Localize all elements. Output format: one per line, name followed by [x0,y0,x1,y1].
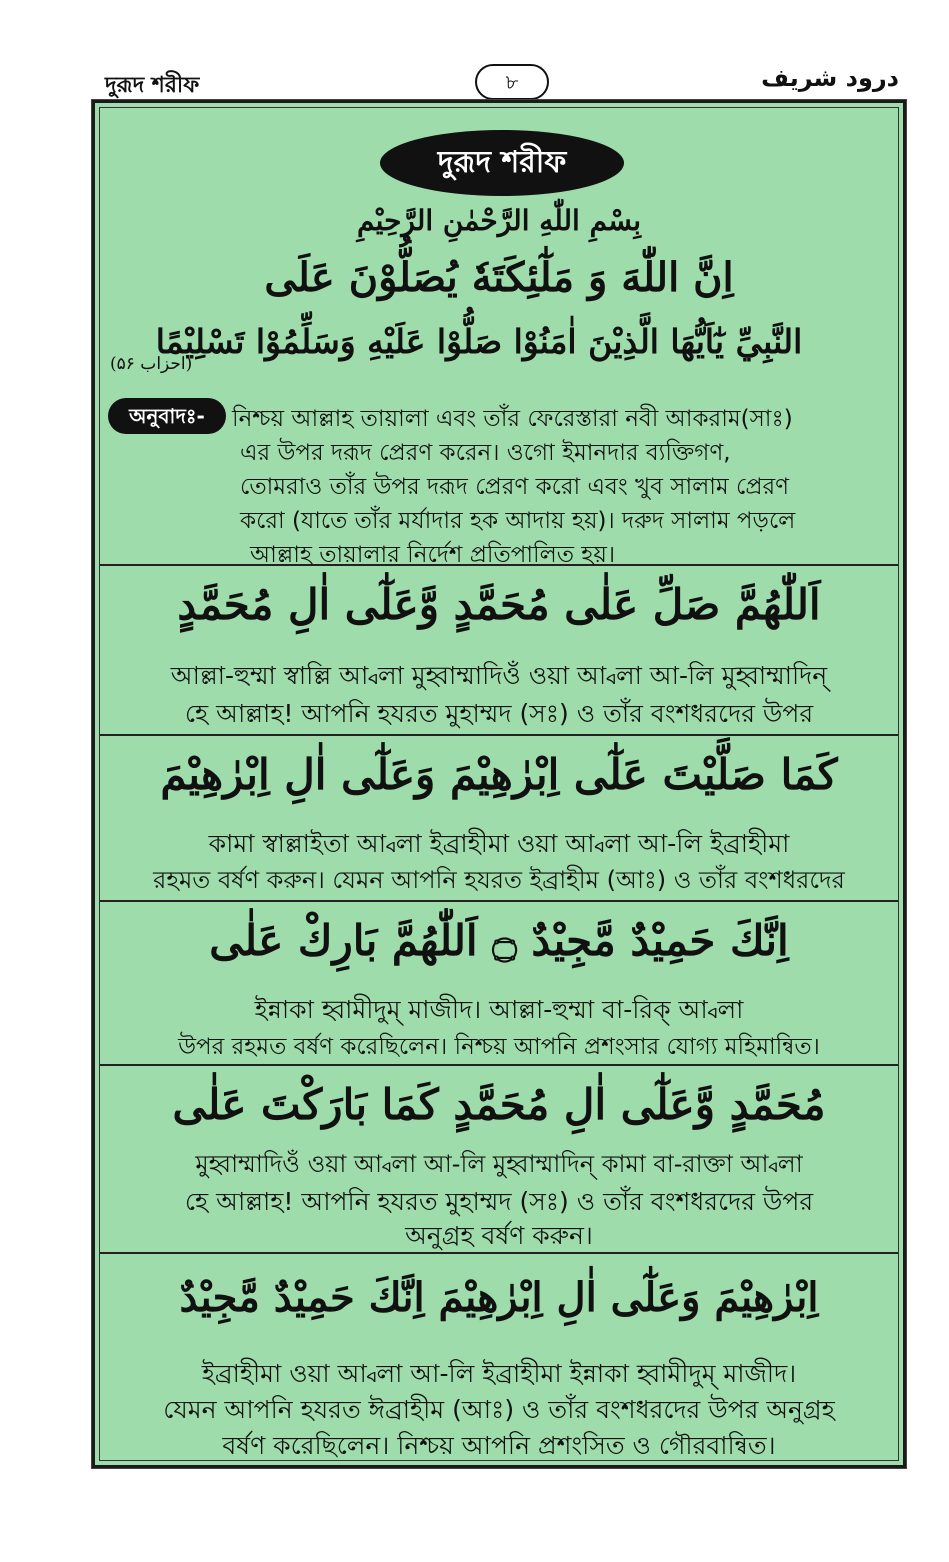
translation-line: হে আল্লাহ! আপনি হযরত মুহাম্মদ (সঃ) ও তাঁর বংশধরদের উপর [184,699,814,728]
content-inner [99,107,899,1461]
page-header [95,58,905,106]
translation-line: অনুগ্রহ বর্ষণ করুন। [405,1221,593,1250]
verse-line-1: اِنَّ اللّٰهَ وَ مَلٰٓئِكَتَهٗ يُصَلُّوْنَ عَلَى [264,254,734,301]
translation-label: অনুবাদঃ- [108,398,226,434]
translation-line: রহমত বর্ষণ করুন। যেমন আপনি হযরত ইব্রাহীম (আঃ) ও তাঁর বংশধরদের [153,866,845,894]
translation-line: এর উপর দরূদ প্রেরণ করেন। ওগো ইমানদার ব্যক্তিগণ, [240,440,731,466]
transliteration-line: মুহ্বাম্মাদিওঁ ওয়া আ্বলা আ-লি মুহ্বাম্মাদিন্ কামা বা-রাক্তা আ্বলা [195,1150,803,1178]
durood-section-2 [100,736,898,902]
transliteration-line: ইন্নাকা হ্বামীদুম্ মাজীদ। আল্লা-হুম্মা বা-রিক্ আ্বলা [254,995,744,1024]
translation-line: হে আল্লাহ! আপনি হযরত মুহাম্মদ (সঃ) ও তাঁর বংশধরদের উপর [184,1187,814,1216]
durood-section-5 [100,1254,898,1464]
content-frame [92,100,906,1468]
arabic-line: كَمَا صَلَّيْتَ عَلٰٓى اِبْرٰهِيْمَ وَعَلٰٓى اٰلِ اِبْرٰهِيْمَ [160,750,838,799]
translation-line: করো (যাতে তাঁর মর্যাদার হক আদায় হয়)। দরুদ সালাম পড়লে [240,508,796,534]
header-left-title: দুরূদ শরীফ [105,73,200,98]
transliteration-line: আল্লা-হুম্মা স্বাল্লি আ্বলা মুহ্বাম্মাদিওঁ ওয়া আ্বলা আ-লি মুহ্বাম্মাদিন্ [170,661,828,690]
translation-line: আল্লাহ তায়ালার নির্দেশ প্রতিপালিত হয়। [250,542,616,568]
verse-line-2: النَّبِيِّ يٰٓاَيُّهَا الَّذِيْنَ اٰمَنُوْا صَلُّوْا عَلَيْهِ وَسَلِّمُوْا تَسْلِيْمًا [155,322,803,361]
transliteration-line: কামা স্বাল্লাইতা আ্বলা ইব্রাহীমা ওয়া আ্বলা আ-লি ইব্রাহীমা [208,829,790,858]
translation-line: যেমন আপনি হযরত ঈব্রাহীম (আঃ) ও তাঁর বংশধরদের উপর অনুগ্রহ [163,1395,835,1424]
transliteration-line: ইব্রাহীমা ওয়া আ্বলা আ-লি ইব্রাহীমা ইন্নাকা হ্বামীদুম্ মাজীদ। [201,1359,797,1388]
page-number: ৮ [475,64,549,100]
arabic-line: مُحَمَّدٍ وَّعَلٰٓى اٰلِ مُحَمَّدٍ كَمَا بَارَكْتَ عَلٰى [172,1080,826,1129]
header-right-title: درود شريف [761,64,899,92]
arabic-line: اِبْرٰهِيْمَ وَعَلٰٓى اٰلِ اِبْرٰهِيْمَ اِنَّكَ حَمِيْدٌ مَّجِيْدٌ [179,1274,819,1321]
arabic-line: اَللّٰهُمَّ صَلِّ عَلٰى مُحَمَّدٍ وَّعَلٰٓى اٰلِ مُحَمَّدٍ [177,580,821,629]
durood-section-3 [100,902,898,1066]
page-title: দুরূদ শরীফ [380,130,624,196]
translation-line: উপর রহমত বর্ষণ করেছিলেন। নিশ্চয় আপনি প্রশংসার যোগ্য মহিমান্বিত। [178,1034,820,1060]
verse-reference: (احزاب ۵۶) [110,354,193,374]
bismillah: بِسْمِ اللّٰهِ الرَّحْمٰنِ الرَّحِيْمِ [357,204,641,237]
translation-line: তোমরাও তাঁর উপর দরূদ প্রেরণ করো এবং খুব সালাম প্রেরণ [240,474,790,500]
translation-line: বর্ষণ করেছিলেন। নিশ্চয় আপনি প্রশংসিত ও গৌরবান্বিত। [222,1431,776,1460]
durood-section-4 [100,1066,898,1254]
durood-section-1 [100,566,898,736]
translation-line: নিশ্চয় আল্লাহ তায়ালা এবং তাঁর ফেরেস্তারা নবী আকরাম(সাঃ) [232,406,793,432]
intro-section [100,108,898,566]
arabic-line: اِنَّكَ حَمِيْدٌ مَّجِيْدٌ ۝ اَللّٰهُمَّ بَارِكْ عَلٰى [209,916,789,965]
